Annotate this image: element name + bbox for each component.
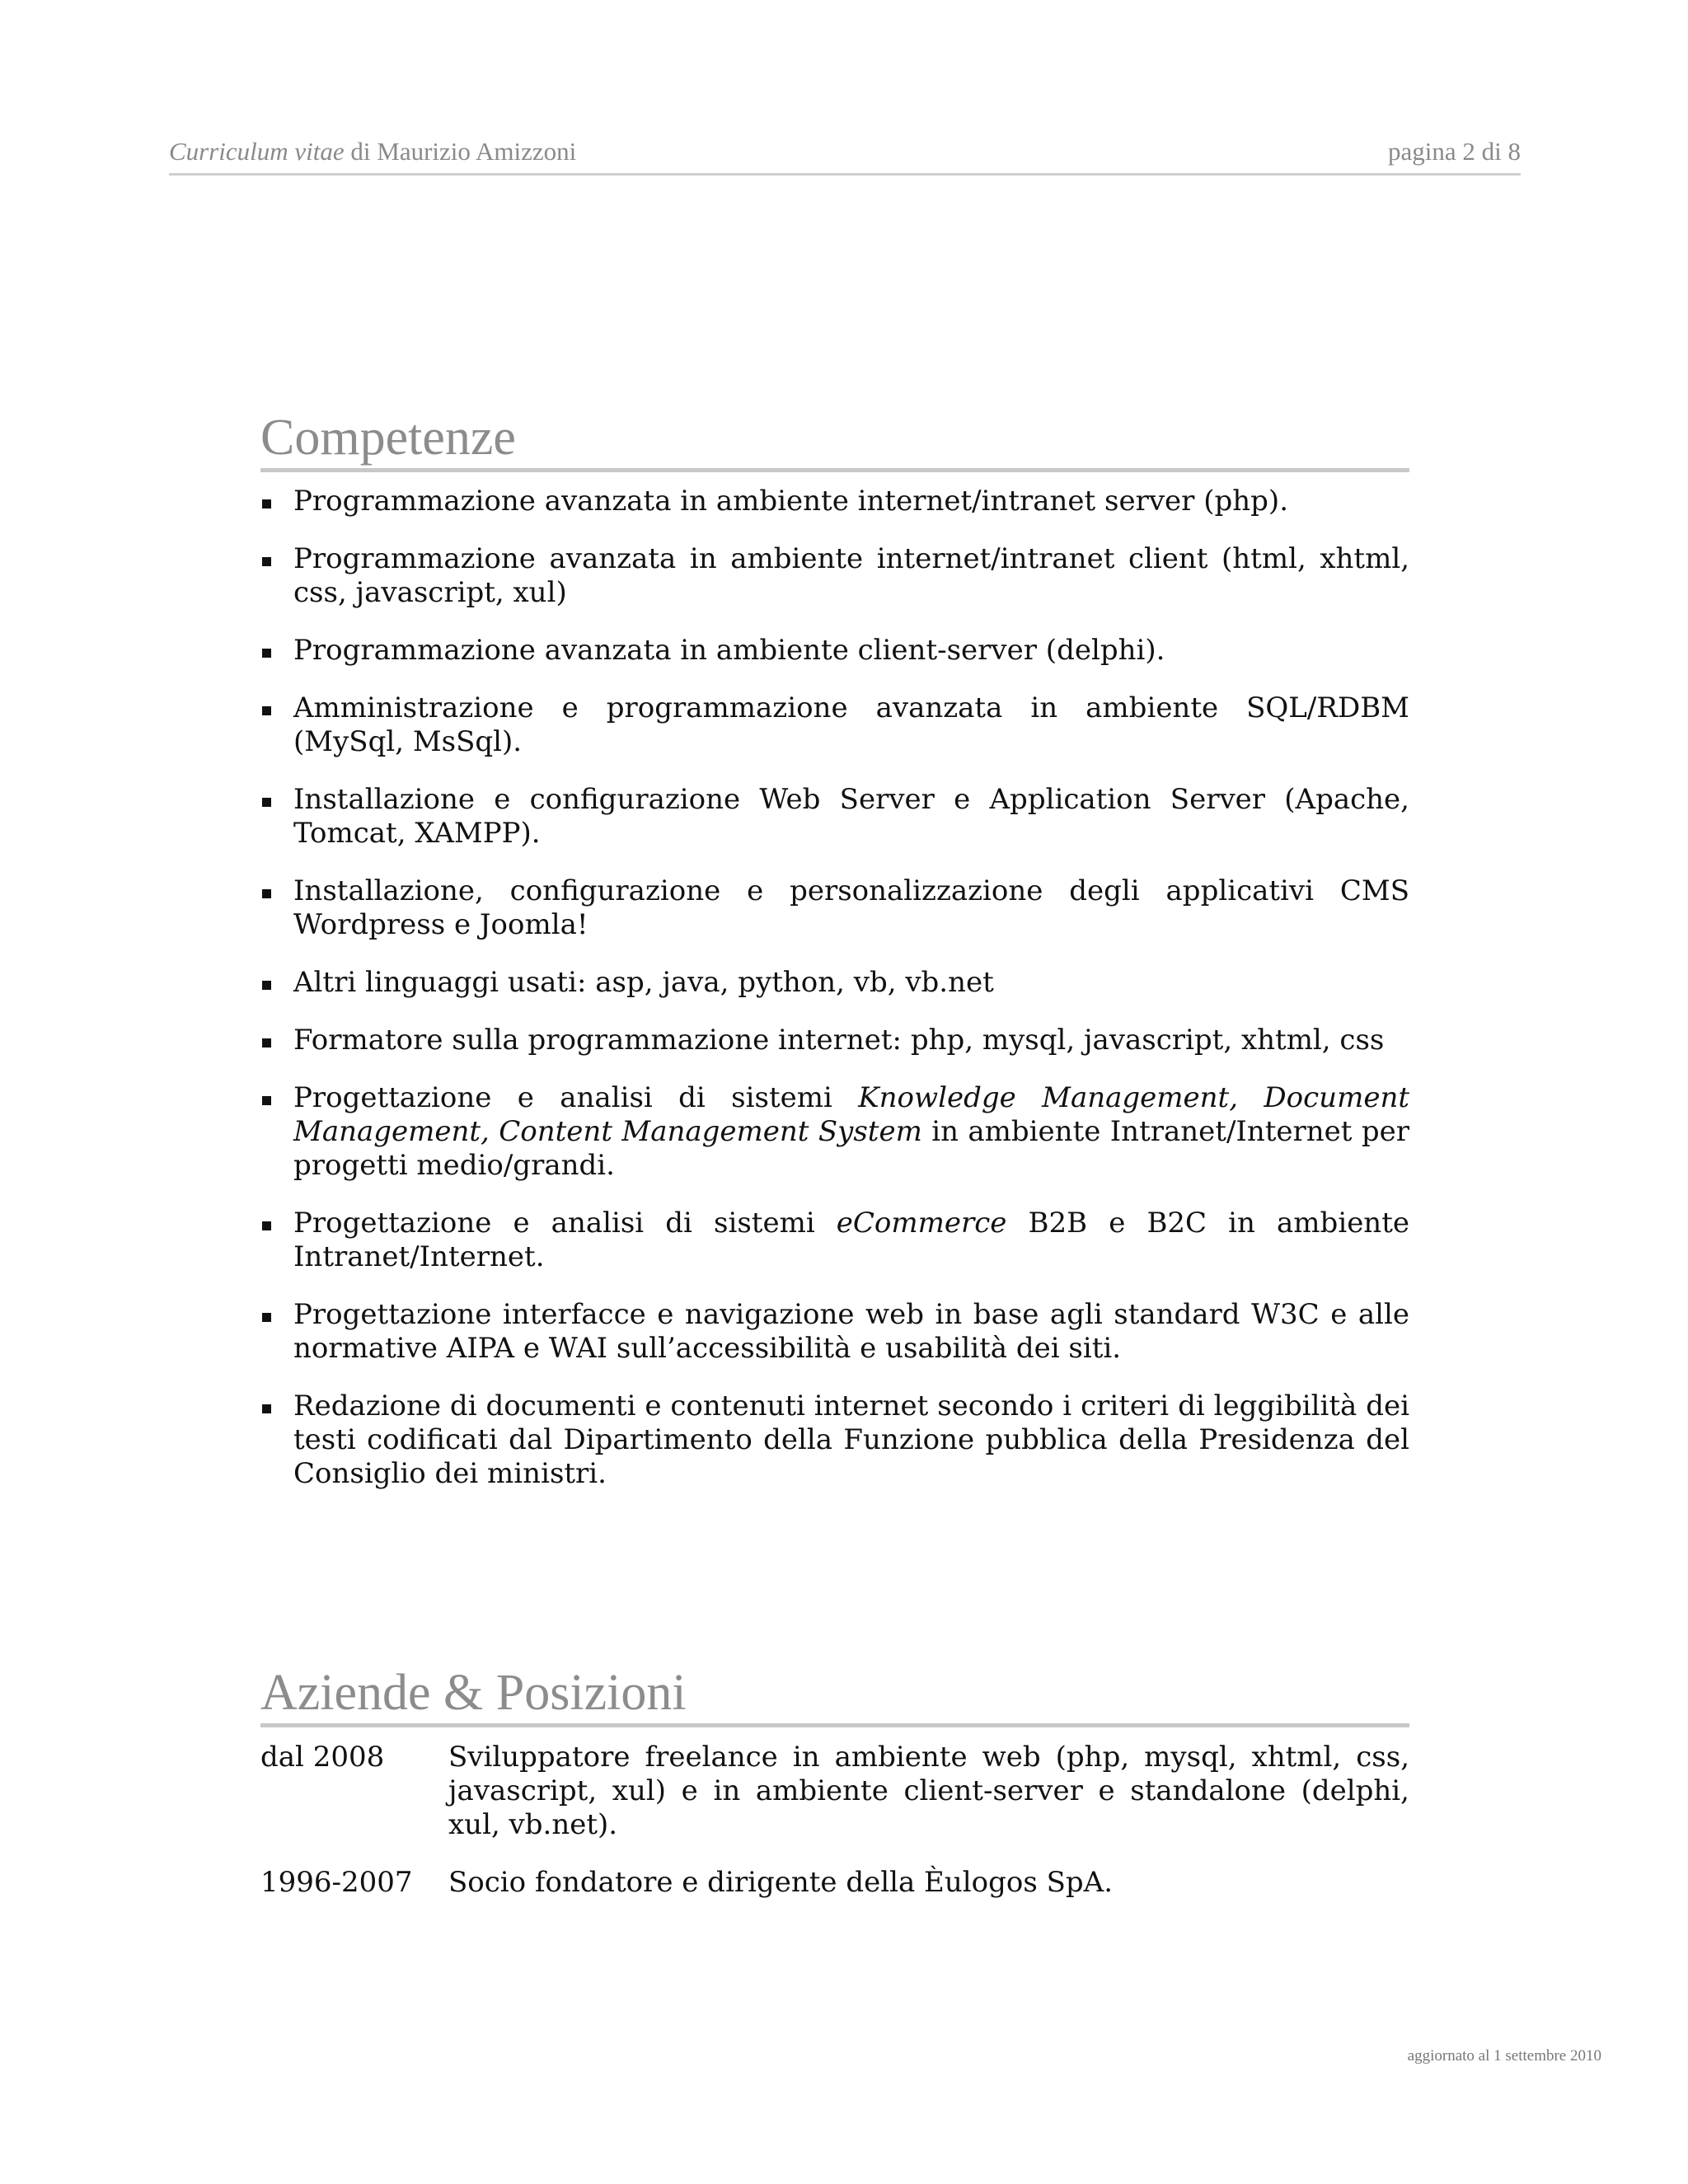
bullet-icon	[262, 706, 271, 715]
positions-table	[260, 1741, 1409, 1924]
list-item	[260, 1024, 1409, 1057]
bullet-icon	[262, 649, 271, 658]
list-item	[260, 783, 1409, 851]
bullet-icon	[262, 1404, 271, 1413]
footer-updated-note: aggiornato al 1 settembre 2010	[1407, 2047, 1601, 2064]
bullet-icon	[262, 1313, 271, 1322]
skills-list	[260, 485, 1409, 1515]
header-title	[169, 137, 576, 166]
position-role: Sviluppatore freelance in ambiente web (php, mysql, xhtml, css, javascript, xul) e in ambiente client-server e standalone (delphi, xul, vb.net).	[448, 1741, 1409, 1841]
bullet-icon	[262, 1096, 271, 1105]
skill-text: Redazione di documenti e contenuti internet secondo i criteri di leggibilità dei testi codificati dal Dipartimento della Funzione pubblica della Presidenza del Consiglio dei ministri.	[293, 1390, 1409, 1490]
bullet-icon	[262, 889, 271, 898]
skill-text-post: B2B e B2C in ambiente Intranet/Internet.	[293, 1207, 1409, 1273]
skill-text: Programmazione avanzata in ambiente internet/intranet client (html, xhtml, css, javascript, xul)	[293, 542, 1409, 609]
bullet-icon	[262, 1038, 271, 1047]
skill-text-emphasis: eCommerce	[836, 1207, 1007, 1240]
header-title-name: di Maurizio Amizzoni	[344, 137, 577, 166]
position-period: 1996-2007	[260, 1866, 413, 1899]
position-row	[260, 1866, 1409, 1900]
list-item	[260, 1390, 1409, 1491]
list-item	[260, 542, 1409, 610]
position-row	[260, 1741, 1409, 1842]
header-title-italic: Curriculum vitae	[169, 137, 345, 166]
skill-text: Programmazione avanzata in ambiente client-server (delphi).	[293, 634, 1165, 667]
list-item	[260, 966, 1409, 1000]
list-item	[260, 874, 1409, 942]
bullet-icon	[262, 499, 271, 509]
list-item	[260, 634, 1409, 668]
list-item	[260, 485, 1409, 518]
page-indicator: pagina 2 di 8	[1388, 137, 1521, 166]
bullet-icon	[262, 798, 271, 807]
skill-text: Formatore sulla programmazione internet: php, mysql, javascript, xhtml, css	[293, 1024, 1385, 1057]
section-title-aziende: Aziende & Posizioni	[260, 1667, 1409, 1727]
skill-text: Installazione, configurazione e personalizzazione degli applicativi CMS Wordpress e Joomla!	[293, 874, 1409, 941]
bullet-icon	[262, 981, 271, 990]
list-item	[260, 691, 1409, 759]
skill-text: Altri linguaggi usati: asp, java, python, vb, vb.net	[293, 966, 994, 999]
position-period: dal 2008	[260, 1741, 385, 1774]
list-item	[260, 1081, 1409, 1183]
skill-text: Installazione e configurazione Web Server e Application Server (Apache, Tomcat, XAMPP).	[293, 783, 1409, 850]
position-role: Socio fondatore e dirigente della Èulogos SpA.	[448, 1866, 1114, 1899]
skill-text-emphasis: Knowledge Management, Document Management, Content Management System	[293, 1081, 1409, 1148]
section-title-competenze: Competenze	[260, 412, 1409, 472]
skill-text: Amministrazione e programmazione avanzata in ambiente SQL/RDBM (MySql, MsSql).	[293, 691, 1409, 758]
skill-text-pre: Progettazione e analisi di sistemi	[293, 1207, 837, 1240]
skill-text: Progettazione interfacce e navigazione web in base agli standard W3C e alle normative AIPA e WAI sull’accessibilità e usabilità dei siti.	[293, 1298, 1409, 1365]
list-item	[260, 1298, 1409, 1366]
bullet-icon	[262, 1221, 271, 1230]
skill-text: Programmazione avanzata in ambiente internet/intranet server (php).	[293, 485, 1288, 518]
list-item	[260, 1207, 1409, 1274]
running-header	[169, 132, 1521, 176]
bullet-icon	[262, 557, 271, 566]
skill-text-post: in ambiente Intranet/Internet per progetti medio/grandi.	[293, 1115, 1409, 1182]
skill-text-pre: Progettazione e analisi di sistemi	[293, 1081, 859, 1114]
